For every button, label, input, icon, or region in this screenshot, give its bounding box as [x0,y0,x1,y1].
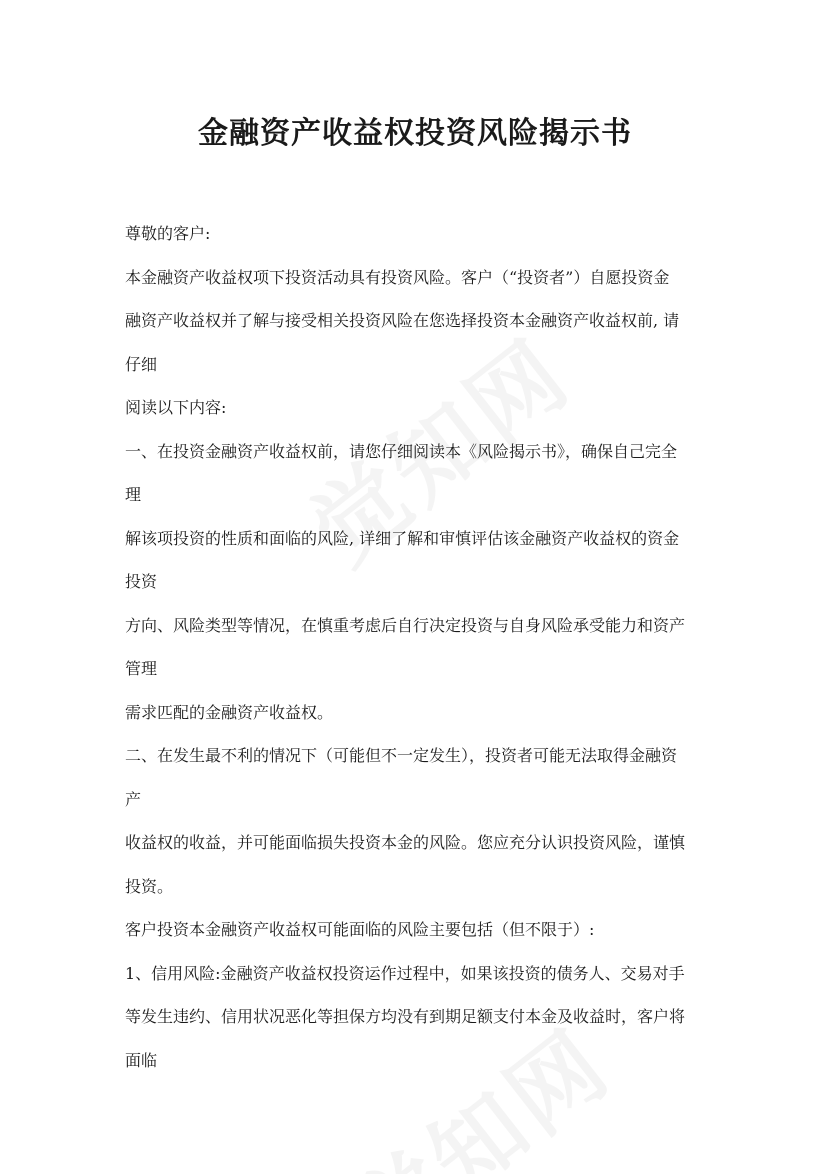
text-line: 解该项投资的性质和面临的风险, 详细了解和审慎评估该金融资产收益权的资金 [125,528,680,548]
text-line: 理 [125,485,142,504]
text-line: 二、在发生最不利的情况下（可能但不一定发生），投资者可能无法取得金融资 [125,746,678,765]
text-line: 投资 [125,572,158,591]
text-line: 1、信用风险:金融资产收益权投资运作过程中，如果该投资的债务人、交易对手 [125,963,685,983]
text-line: 尊敬的客户: [125,224,211,243]
text-line: 一、在投资金融资产收益权前，请您仔细阅读本《风险揭示书》，确保自己完全 [125,441,678,461]
document-body [125,212,725,1082]
text-line: 产 [125,789,142,809]
text-line: 收益权的收益，并可能面临损失投资本金的风险。您应充分认识投资风险，谨慎 [125,833,686,852]
text-line: 管理 [125,659,158,678]
text-line: 仔细 [125,354,158,374]
document-title: 金融资产收益权投资风险揭示书 [198,116,632,151]
text-line: 需求匹配的金融资产收益权。 [125,702,334,722]
text-line: 本金融资产收益权项下投资活动具有投资风险。客户（“投资者”）自愿投资金 [125,267,670,287]
text-line: 客户投资本金融资产收益权可能面临的风险主要包括（但不限于）: [125,920,595,939]
text-line: 等发生违约、信用状况恶化等担保方均没有到期足额支付本金及收益时，客户将 [125,1007,686,1026]
text-line: 方向、风险类型等情况，在慎重考虑后自行决定投资与自身风险承受能力和资产 [125,615,686,635]
text-line: 阅读以下内容: [125,398,227,417]
text-line: 融资产收益权并了解与接受相关投资风险在您选择投资本金融资产收益权前, 请 [125,311,680,330]
text-line: 面临 [125,1050,158,1070]
text-line: 投资。 [125,876,174,896]
